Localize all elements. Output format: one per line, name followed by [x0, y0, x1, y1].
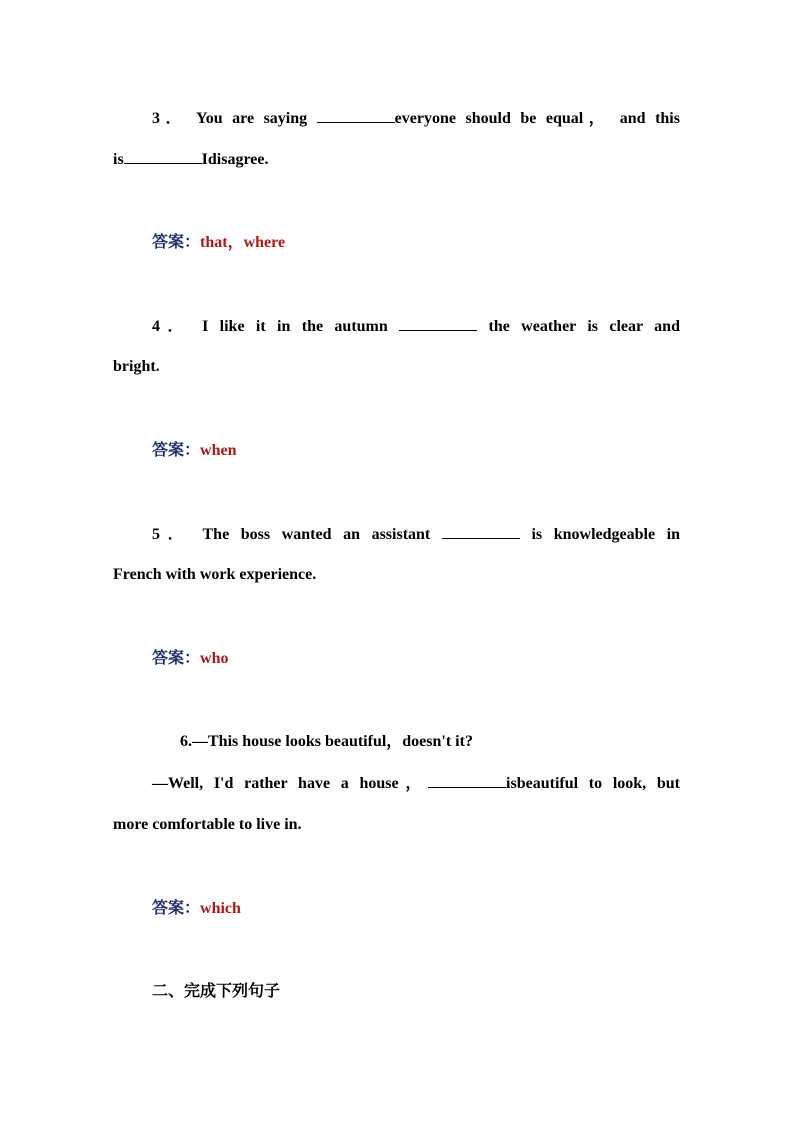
answer-4 — [152, 440, 680, 461]
answer-blank — [399, 316, 477, 331]
section-title: 二、完成下列句子 — [152, 981, 281, 1000]
question-number: 4． — [152, 318, 191, 335]
answer-3 — [152, 232, 680, 253]
answer-label: 答案： — [152, 440, 201, 459]
answer-blank — [442, 524, 520, 539]
answer-label: 答案： — [152, 232, 201, 251]
question-text: is knowledgeable in — [519, 526, 680, 543]
question-number: 3． — [152, 110, 188, 127]
question-6-line-2 — [152, 773, 680, 794]
answer-value: when — [200, 442, 237, 459]
question-text: I like it in the autumn — [202, 318, 400, 335]
question-text: —This house looks beautiful，doesn't it? — [192, 733, 473, 750]
answer-blank — [124, 149, 202, 164]
question-number: 6. — [180, 733, 192, 750]
question-5-line-1 — [152, 524, 680, 545]
answer-label: 答案： — [152, 898, 201, 917]
answer-blank — [428, 773, 506, 788]
question-number: 5． — [152, 526, 192, 543]
question-text: is — [113, 151, 124, 168]
answer-value: who — [200, 650, 229, 667]
question-text: —Well, I'd rather have a house， — [152, 775, 429, 792]
answer-6 — [152, 898, 680, 919]
question-6-line-1 — [180, 732, 680, 752]
question-4-line-2: bright. — [113, 358, 160, 375]
question-6-line-3: more comfortable to live in. — [113, 816, 302, 833]
question-text: the weather is clear and — [477, 318, 680, 335]
question-text: everyone should be equal， and this — [394, 110, 680, 127]
question-4-line-1 — [152, 316, 680, 337]
answer-blank — [317, 108, 395, 123]
question-5-line-2: French with work experience. — [113, 566, 317, 583]
answer-label: 答案： — [152, 648, 201, 667]
question-text: The boss wanted an assistant — [202, 526, 442, 543]
question-text: Idisagree. — [201, 151, 269, 168]
question-3-line-1 — [152, 108, 680, 129]
answer-value: that，where — [200, 234, 286, 251]
question-text: isbeautiful to look, but — [506, 775, 680, 792]
answer-5 — [152, 648, 680, 669]
question-3-line-2 — [113, 149, 680, 170]
question-text: You are saying — [195, 110, 317, 127]
answer-value: which — [200, 900, 241, 917]
